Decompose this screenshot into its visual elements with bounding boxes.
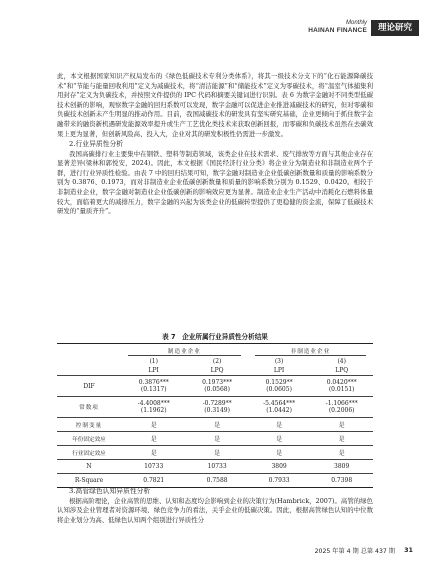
table-row-const bbox=[57, 397, 373, 408]
dif-value-2: 0.1973*** bbox=[202, 379, 233, 386]
col-num-4: (4) bbox=[337, 358, 346, 365]
table-caption: 表 7 企业所属行业异质性分析结果 bbox=[162, 333, 268, 341]
dif-value-4: 0.0420*** bbox=[326, 379, 357, 386]
col-var-4: LPQ bbox=[335, 366, 349, 374]
const-value-2: -0.7289** bbox=[202, 400, 232, 407]
controls-value-2: 是 bbox=[214, 422, 221, 429]
controls-value-3: 是 bbox=[276, 422, 283, 429]
table-row-year-fe bbox=[57, 432, 373, 446]
issue-info: 2025 年第 4 期 总第 437 期 bbox=[314, 548, 395, 555]
table-group-header-row bbox=[57, 344, 373, 359]
industry-fe-value-4: 是 bbox=[338, 450, 345, 457]
magazine-name-line1: Monthly bbox=[345, 20, 367, 26]
row-label-n: N bbox=[86, 463, 92, 470]
table-row-industry-fe bbox=[57, 446, 373, 460]
group-manufacturing: 制造业企业 bbox=[121, 344, 248, 359]
controls-value-1: 是 bbox=[150, 422, 157, 429]
const-se-2: (0.3149) bbox=[204, 407, 230, 414]
row-label-industry-fe: 行业固定效应 bbox=[72, 450, 106, 457]
year-fe-value-4: 是 bbox=[338, 436, 345, 443]
row-label-controls: 控制变量 bbox=[75, 422, 103, 429]
controls-value-4: 是 bbox=[338, 422, 345, 429]
r2-value-1: 0.7821 bbox=[143, 477, 165, 484]
dif-se-3: (0.0605) bbox=[266, 386, 292, 393]
table-colnum-row bbox=[57, 358, 373, 365]
table-colvar-row bbox=[57, 365, 373, 376]
year-fe-value-3: 是 bbox=[276, 436, 283, 443]
industry-fe-value-3: 是 bbox=[276, 450, 283, 457]
paragraph-2: 我国高碳排行业主要集中在钢铁、塑料等制造领域，该类企业在技术需求、废气排放等方面与其他企业存在显著差异(梁林和郭悦安，2024)。因此，本文根据《国民经济行业分类》将企业分为制造业和非制造业两个子群，进行行业异质性检验。由表 7 中的回归结果可知，数字金融对制造业企业低碳创新数量和质量的影响系数分别为 0.3876、0.1973，而对非制造业企业低碳创新数量和质量的影响系数分别为 0.1529、0.0420。相较于非制造业企业，数字金融对制造业企业低碳创新的影响效应更为显著。制造业企业生产活动中消耗化石燃料体量较大，面临着更大的减排压力，数字金融的兴起为该类企业的低碳转型提供了更稳健的资金流，保障了低碳技术研发的“量质齐升”。 bbox=[57, 149, 373, 216]
table-row-controls bbox=[57, 418, 373, 432]
year-fe-value-1: 是 bbox=[150, 436, 157, 443]
section-heading-3: 3.高管绿色认知异质性分析 bbox=[69, 487, 151, 495]
col-var-1: LPI bbox=[148, 366, 159, 374]
const-se-4: (0.2006) bbox=[328, 407, 355, 414]
n-value-2: 10733 bbox=[207, 463, 227, 470]
const-se-3: (1.0442) bbox=[266, 407, 292, 414]
page-number: 31 bbox=[404, 546, 413, 554]
section-heading-2: 2.行业异质性分析 bbox=[69, 140, 124, 149]
col-var-2: LPQ bbox=[210, 366, 224, 374]
col-num-2: (2) bbox=[212, 358, 222, 365]
n-value-3: 3809 bbox=[271, 463, 287, 470]
r2-value-3: 0.7933 bbox=[268, 477, 290, 484]
dif-se-4: (0.0151) bbox=[328, 386, 355, 393]
paragraph-3: 根据高阶理论，企业高管的思维、认知和态度均会影响到企业的决策行为(Hambrick，2007)。高管的绿色认知涉及企业管理者对资源环境、绿色竞争力的看法，关乎企业的低碳决策。因此，根据高管绿色认知的中位数将企业划分为高、低绿色认知两个组别进行异质性分 bbox=[57, 496, 373, 524]
row-label-const: 常数项 bbox=[79, 405, 99, 411]
dif-value-1: 0.3876*** bbox=[138, 379, 169, 386]
dif-se-2: (0.0568) bbox=[204, 386, 230, 393]
col-var-3: LPI bbox=[273, 366, 285, 374]
dif-value-3: 0.1529** bbox=[265, 379, 293, 386]
table-row-dif bbox=[57, 376, 373, 387]
magazine-name bbox=[308, 20, 367, 34]
col-num-1: (1) bbox=[149, 358, 158, 365]
n-value-1: 10733 bbox=[144, 463, 164, 470]
const-value-4: -1.1066*** bbox=[325, 400, 358, 407]
const-value-3: -5.4564*** bbox=[263, 400, 296, 407]
n-value-4: 3809 bbox=[334, 463, 350, 470]
industry-fe-value-2: 是 bbox=[214, 450, 221, 457]
row-label-dif: DIF bbox=[83, 382, 95, 390]
industry-fe-value-1: 是 bbox=[150, 450, 157, 457]
page-header bbox=[259, 20, 419, 36]
dif-se-1: (0.1317) bbox=[140, 386, 167, 393]
r2-value-2: 0.7588 bbox=[206, 477, 228, 484]
year-fe-value-2: 是 bbox=[214, 436, 221, 443]
column-badge: 理论研究 bbox=[371, 20, 419, 36]
body-text-top bbox=[57, 72, 373, 217]
magazine-name-line2: HAINAN FINANCE bbox=[308, 27, 367, 34]
body-text-bottom bbox=[57, 486, 373, 525]
const-se-1: (1.1962) bbox=[140, 407, 167, 414]
row-label-r2: R-Square bbox=[74, 477, 104, 484]
col-num-3: (3) bbox=[274, 358, 284, 365]
table-row-n bbox=[57, 460, 373, 474]
results-table bbox=[57, 343, 373, 488]
const-value-1: -4.4008*** bbox=[137, 400, 170, 407]
row-label-year-fe: 年份固定效应 bbox=[72, 436, 106, 443]
r2-value-4: 0.7398 bbox=[331, 477, 353, 484]
group-non-manufacturing: 非制造业企业 bbox=[248, 344, 373, 359]
paragraph-1: 此，本文根据国家知识产权局发布的《绿色低碳技术专利分类体系》，将其一级技术分支下的“化石能源降碳技术”和“节能与能量回收利用”定义为减碳技术，将“清洁能源”和“储能技术”定义为零碳技术，将“温室气体捕集利用封存”定义为负碳技术，并按照文件提供的 IPC 代码和摘要关键词进行识别。表 6 为数字金融对不同类型低碳技术创新的影响，观察数字金融的回归系数可以发现，数字金融可以促进企业推进减碳技术的研究，但对零碳和负碳技术创新未产生明显的推动作用。目前，我国减碳技术的研发具有坚实研究基础，企业更倾向于抓住数字金融带来的融资新机遇研发能源效率提升或生产工艺优化类技术来获取创新回报，而零碳和负碳技术虽然在去碳效果上更为显著，但创新风险高、投入大，企业对其的研发积极性仍需进一步激发。 bbox=[57, 72, 373, 138]
